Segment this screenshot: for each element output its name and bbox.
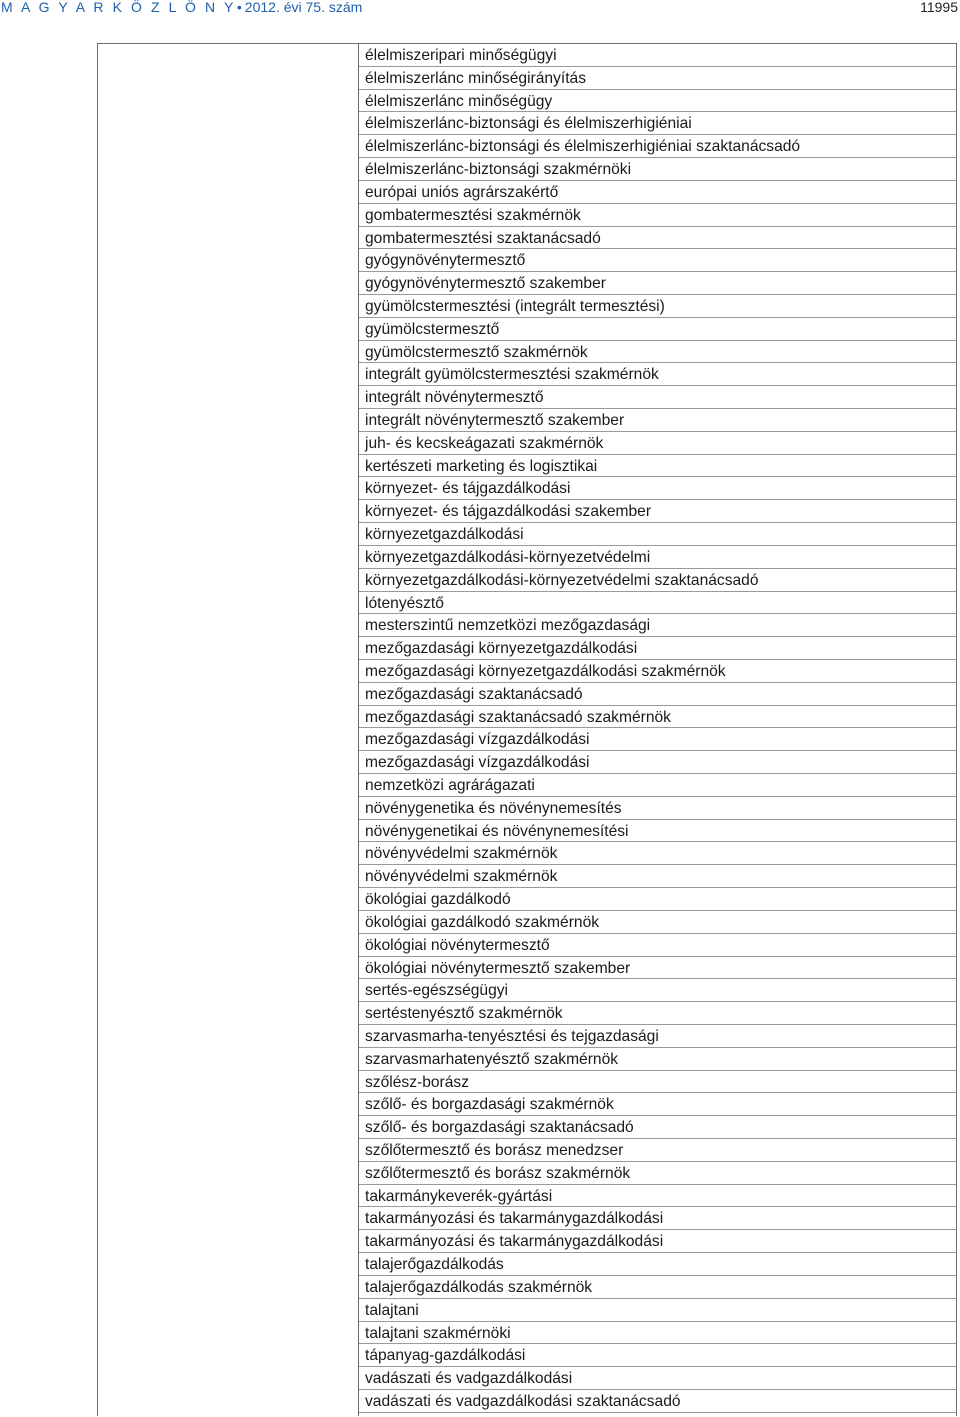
table-row: mezőgazdasági szaktanácsadó <box>359 683 956 706</box>
table-row: mezőgazdasági szaktanácsadó szakmérnök <box>359 706 956 729</box>
table-row: szarvasmarhatenyésztő szakmérnök <box>359 1048 956 1071</box>
table-row: élelmiszerlánc minőségirányítás <box>359 67 956 90</box>
table-row: integrált növénytermesztő <box>359 386 956 409</box>
table-row: ökológiai növénytermesztő szakember <box>359 957 956 980</box>
table-row: mezőgazdasági vízgazdálkodási <box>359 728 956 751</box>
table-right-column <box>359 44 956 1416</box>
table-row: élelmiszeripari minőségügyi <box>359 44 956 67</box>
table-row: integrált növénytermesztő szakember <box>359 409 956 432</box>
table-row: gyümölcstermesztési (integrált termesztési) <box>359 295 956 318</box>
table-row: környezetgazdálkodási-környezetvédelmi <box>359 546 956 569</box>
table-row: környezet- és tájgazdálkodási szakember <box>359 500 956 523</box>
journal-name: M A G Y A R K Ö Z L Ö N Y <box>1 0 236 15</box>
table-row: takarmánykeverék-gyártási <box>359 1185 956 1208</box>
page-header <box>0 0 960 20</box>
table-row: szőlő- és borgazdasági szaktanácsadó <box>359 1116 956 1139</box>
table-row: növénygenetika és növénynemesítés <box>359 797 956 820</box>
table-row: európai uniós agrárszakértő <box>359 181 956 204</box>
table-row: gyógynövénytermesztő szakember <box>359 272 956 295</box>
table-row: szőlőtermesztő és borász szakmérnök <box>359 1162 956 1185</box>
table-row: sertéstenyésztő szakmérnök <box>359 1002 956 1025</box>
table-row: integrált gyümölcstermesztési szakmérnök <box>359 363 956 386</box>
issue-label: 2012. évi 75. szám <box>244 0 363 15</box>
table-row: juh- és kecskeágazati szakmérnök <box>359 432 956 455</box>
table-row: vadászati és vadgazdálkodási szaktanácsadó <box>359 1390 956 1413</box>
table-row: ökológiai gazdálkodó szakmérnök <box>359 911 956 934</box>
page-number: 11995 <box>920 0 958 15</box>
qualification-table <box>97 43 957 1416</box>
table-row: mesterszintű nemzetközi mezőgazdasági <box>359 614 956 637</box>
table-row: szőlőtermesztő és borász menedzser <box>359 1139 956 1162</box>
bullet-separator: • <box>236 0 242 15</box>
table-row: gombatermesztési szakmérnök <box>359 204 956 227</box>
table-row: növénygenetikai és növénynemesítési <box>359 820 956 843</box>
table-row: vadászati és vadgazdálkodási <box>359 1367 956 1390</box>
table-row: kertészeti marketing és logisztikai <box>359 455 956 478</box>
table-row: ökológiai növénytermesztő <box>359 934 956 957</box>
table-row: takarmányozási és takarmánygazdálkodási <box>359 1230 956 1253</box>
table-row: környezet- és tájgazdálkodási <box>359 477 956 500</box>
table-row: élelmiszerlánc-biztonsági és élelmiszerhigiéniai szaktanácsadó <box>359 135 956 158</box>
table-row: mezőgazdasági vízgazdálkodási <box>359 751 956 774</box>
table-row: környezetgazdálkodási-környezetvédelmi szaktanácsadó <box>359 569 956 592</box>
table-row: nemzetközi agrárágazati <box>359 774 956 797</box>
table-row: mezőgazdasági környezetgazdálkodási <box>359 637 956 660</box>
table-row: növényvédelmi szakmérnök <box>359 842 956 865</box>
table-row: gombatermesztési szaktanácsadó <box>359 227 956 250</box>
table-row: sertés-egészségügyi <box>359 979 956 1002</box>
table-row: gyógynövénytermesztő <box>359 249 956 272</box>
table-row: gyümölcstermesztő szakmérnök <box>359 341 956 364</box>
table-row: növényvédelmi szakmérnök <box>359 865 956 888</box>
journal-title <box>1 0 362 14</box>
table-row: lótenyésztő <box>359 592 956 615</box>
table-row: tápanyag-gazdálkodási <box>359 1344 956 1367</box>
table-row: gyümölcstermesztő <box>359 318 956 341</box>
table-row: takarmányozási és takarmánygazdálkodási <box>359 1207 956 1230</box>
table-row: szarvasmarha-tenyésztési és tejgazdasági <box>359 1025 956 1048</box>
table-row: talajtani <box>359 1299 956 1322</box>
table-row: mezőgazdasági környezetgazdálkodási szakmérnök <box>359 660 956 683</box>
table-row: szőlész-borász <box>359 1071 956 1094</box>
table-row: szőlő- és borgazdasági szakmérnök <box>359 1093 956 1116</box>
table-row: talajerőgazdálkodás <box>359 1253 956 1276</box>
table-left-column <box>98 44 359 1416</box>
table-row: élelmiszerlánc-biztonsági és élelmiszerhigiéniai <box>359 112 956 135</box>
table-row: ökológiai gazdálkodó <box>359 888 956 911</box>
table-row: környezetgazdálkodási <box>359 523 956 546</box>
table-row: élelmiszerlánc-biztonsági szakmérnöki <box>359 158 956 181</box>
table-row: élelmiszerlánc minőségügy <box>359 90 956 113</box>
table-row: talajtani szakmérnöki <box>359 1322 956 1345</box>
table-row: talajerőgazdálkodás szakmérnök <box>359 1276 956 1299</box>
